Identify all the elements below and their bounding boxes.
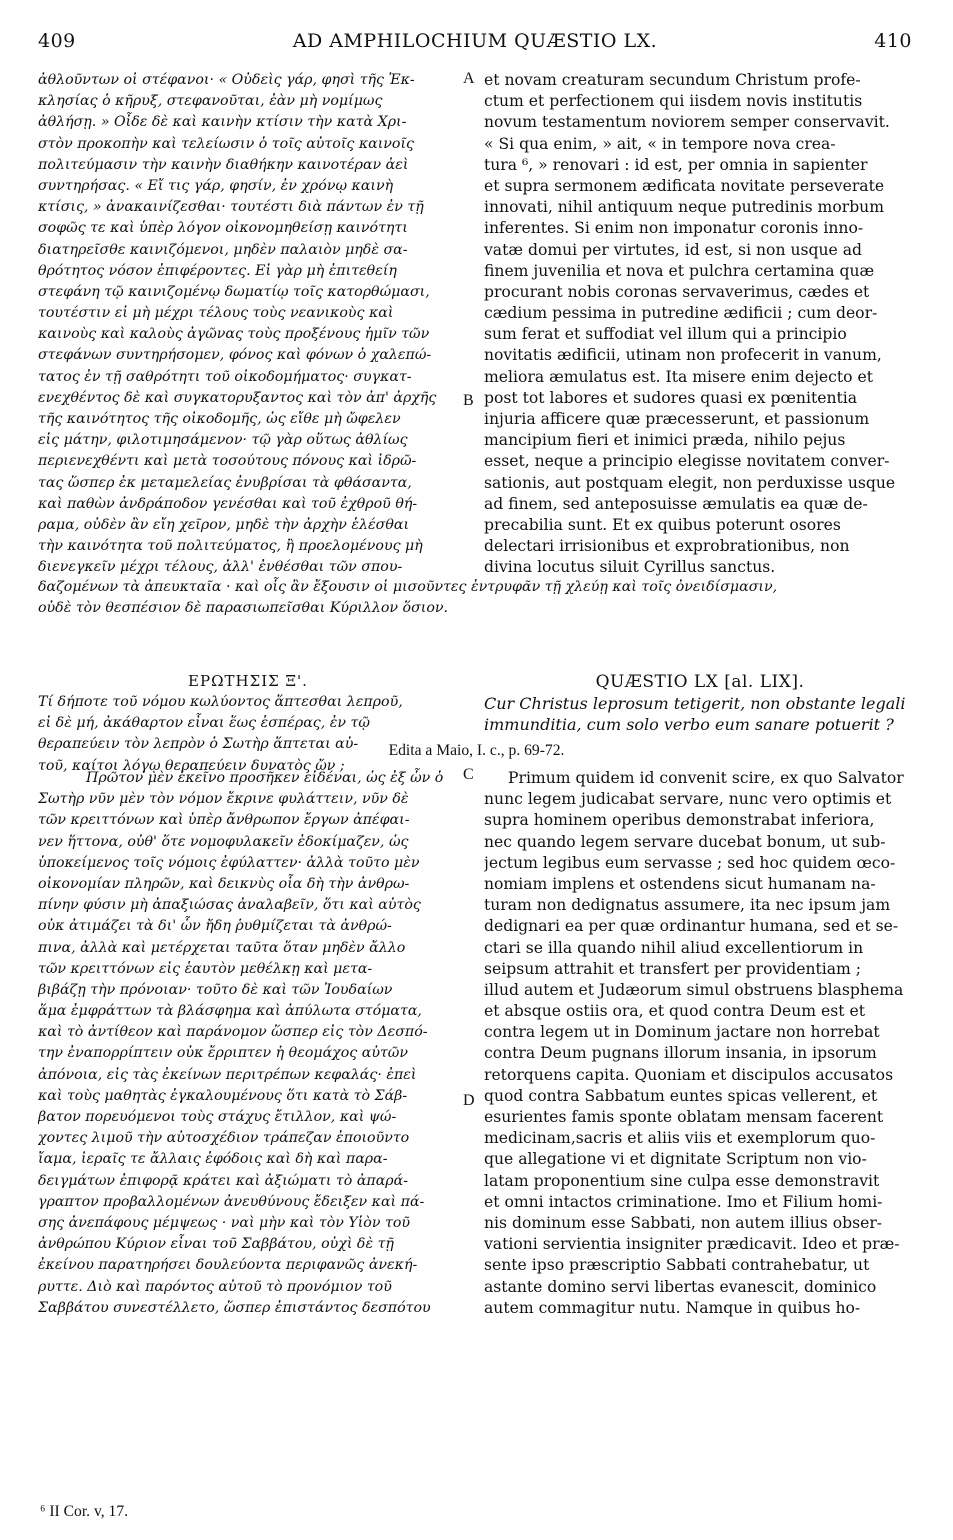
page-number-left: 409 bbox=[38, 30, 76, 52]
text-line: Primum quidem id convenit scire, ex quo Salvator bbox=[508, 769, 904, 787]
text-line: διατηρεῖσθε καινιζόμενοι, μηδὲν παλαιὸν μηδὲ σα- bbox=[38, 241, 408, 258]
text-line: ενεχθέντος δὲ καὶ συγκατορυξαντος καὶ τὸν ἀπ' ἀρχῆς bbox=[38, 389, 437, 406]
text-line: οὐκ ἀτιμάζει τὰ δι' ὧν ἤδη ῥυθμίζεται τὰ ἀνθρώ- bbox=[38, 918, 392, 935]
text-line: σης ἀνεπάφους μέμψεως · ναὶ μὴν καὶ τὸν Υἱὸν τοῦ bbox=[38, 1214, 410, 1231]
greek-question bbox=[38, 692, 458, 777]
text-line: tura ⁶, » renovari : id est, per omnia in sapienter bbox=[484, 155, 868, 174]
text-line: et supra sermonem ædificata novitate perseverate bbox=[484, 176, 885, 195]
margin-marker-b: B bbox=[463, 392, 474, 409]
text-line: esset, neque a principio elegisse novitatem conver- bbox=[484, 452, 890, 471]
text-line: ὑποκείμενος τοῖς νόμοις ἐφύλαττεν· ἀλλὰ τοῦτο μὲν bbox=[38, 854, 420, 871]
text-line: et omni intactos criminatione. Imo et Filium homi- bbox=[484, 1192, 883, 1211]
text-line: inferentes. Si enim non imponatur coronis inno- bbox=[484, 219, 864, 238]
margin-marker-c: C bbox=[463, 766, 474, 783]
text-line: εἰς μάτην, φιλοτιμησάμενον· τῷ γὰρ οὕτως ἀθλίως bbox=[38, 432, 408, 449]
text-line: βιβάζῃ τὴν πρόνοιαν· τοῦτο δὲ καὶ τῶν Ἰουδαίων bbox=[38, 981, 393, 998]
text-line: novum testamentum noviorem semper conservavit. bbox=[484, 113, 890, 132]
text-line: Cur Christus leprosum tetigerit, non obstante legali bbox=[484, 694, 906, 713]
latin-section-title: QUÆSTIO LX [al. LIX]. bbox=[595, 672, 805, 692]
text-line: νεν ἥττονα, οὐθ' ὅτε νομοφυλακεῖν ἐδοκίμαζεν, ὡς bbox=[38, 833, 409, 850]
text-line: turam non dedignatus assumere, ita nec ipsum jam bbox=[484, 896, 891, 915]
greek-full-width-line: δαζομένων τὰ ἀπευκταῖα · καὶ οἷς ἂν ἔξουσιν οἱ μισοῦντες ἐντρυφᾶν τῇ χλεύῃ καὶ τοῖς ὀνειδίσμασιν, bbox=[38, 579, 778, 595]
text-line: βατον πορευόμενοι τοὺς στάχυς ἔτιλλον, καὶ ψώ- bbox=[38, 1109, 397, 1125]
latin-column-bottom bbox=[484, 768, 916, 1319]
text-line: Τί δήποτε τοῦ νόμου κωλύοντος ἅπτεσθαι λεπροῦ, bbox=[38, 694, 403, 710]
text-line: novitatis ædificii, utinam non profecerit in vanum, bbox=[484, 346, 882, 365]
text-line: τῆς καινότητος τῆς οἰκοδομῆς, ὡς εἴθε μὴ ὤφελεν bbox=[38, 411, 401, 427]
text-line: immunditia, cum solo verbo eum sanare potuerit ? bbox=[484, 715, 894, 735]
text-line: στεφάνων συντηρήσομεν, φόνος καὶ φόνων ὁ χαλεπώ- bbox=[38, 347, 432, 364]
text-line: injuria afficere quæ præcesserunt, et passionum bbox=[484, 410, 870, 428]
footnote: ⁶ II Cor. v, 17. bbox=[40, 1503, 129, 1520]
text-line: astante domino servi libertas evanescit, dominico bbox=[484, 1277, 877, 1296]
greek-column-top bbox=[38, 70, 458, 579]
text-line: precabilia sunt. Et ex quibus poterunt osores bbox=[484, 515, 841, 534]
text-line: retorquens capita. Quoniam et discipulos accusatos bbox=[484, 1065, 894, 1084]
text-line: τὴν καινότητα τοῦ πολιτεύματος, ἢ προελομένους μὴ bbox=[38, 538, 423, 555]
text-line: πολιτεύμασιν τὴν καινὴν διαθήκην καινοτέραν ἀεὶ bbox=[38, 156, 409, 173]
text-line: γραπτον προβαλλομένων ἀνευθύνους ἔδειξεν καὶ πά- bbox=[38, 1193, 425, 1210]
text-line: στεφάνη τῷ καινιζομένῳ δωματίῳ τοῖς κατορθώμασι, bbox=[38, 283, 430, 300]
text-line: « Si qua enim, » ait, « in tempore nova crea- bbox=[484, 134, 836, 153]
text-line: jectum legibus eum servasse ; sed hoc quidem œco- bbox=[484, 853, 896, 872]
running-title: AD AMPHILOCHIUM QUÆSTIO LX. bbox=[292, 30, 658, 52]
text-line: nec quando legem servare ducebat bonum, ut sub- bbox=[484, 832, 886, 851]
text-line: τῶν κρειττόνων καὶ ὑπὲρ ἄνθρωπον ἔργων ἀπέφαι- bbox=[38, 812, 410, 829]
text-line: τῶν κρειττόνων εἰς ἑαυτὸν μεθέλκῃ καὶ μετα- bbox=[38, 960, 373, 977]
text-line: finem juvenilia et nova et pulchra certamina quæ bbox=[484, 261, 875, 280]
text-line: divina locutus siluit Cyrillus sanctus. bbox=[484, 558, 776, 577]
text-line: σοφῶς τε καὶ ὑπὲρ λόγον οἰκονομηθείσῃ καινότητι bbox=[38, 220, 408, 237]
latin-question bbox=[484, 693, 916, 735]
text-line: στὸν προκοπὴν καὶ τελείωσιν ὁ τοῖς αὐτοῖς καινοῖς bbox=[38, 135, 414, 152]
greek-section-title: ΕΡΩΤΗΣΙΣ Ξ'. bbox=[188, 672, 308, 690]
text-line: contra Deum pugnans illorum insania, in ipsorum bbox=[484, 1044, 877, 1063]
text-line: meliora æmulatus est. Ita misere enim dejecto et bbox=[484, 367, 873, 386]
text-line: ἴαμα, ἱεραῖς τε ἄλλαις ἐφόδοις καὶ δὴ καὶ παρα- bbox=[38, 1151, 388, 1168]
text-line: τας ὥσπερ ἐκ μεταμελείας ἐνυβρίσαι τὰ φθάσαντα, bbox=[38, 474, 412, 491]
text-line: τουτέστιν εἰ μὴ μέχρι τέλους τοὺς νεανικοὺς καὶ bbox=[38, 305, 394, 322]
text-line: cædium pessima in putredine ædificii ; cum deor- bbox=[484, 304, 878, 323]
text-line: πινα, ἀλλὰ καὶ μετέρχεται ταῦτα ὅταν μηδὲν ἄλλο bbox=[38, 939, 406, 956]
margin-marker-a: A bbox=[463, 70, 475, 87]
text-line: que allegatione vi et dignitate Scriptum non vio- bbox=[484, 1150, 867, 1169]
text-line: τοῦ, καίτοι λόγῳ θεραπεύειν δυνατὸς ὤν ; bbox=[38, 757, 345, 774]
text-line: sum ferat et suffodiat vel illum qui a principio bbox=[484, 325, 847, 344]
text-line: Σωτὴρ νῦν μὲν τὸν νόμον ἔκρινε φυλάττειν, νῦν δὲ bbox=[38, 791, 409, 808]
text-line: εἰ δὲ μή, ἀκάθαρτον εἶναι ἕως ἑσπέρας, ἐν τῷ bbox=[38, 715, 370, 732]
text-line: quod contra Sabbatum euntes spicas vellerent, et bbox=[484, 1086, 878, 1105]
text-line: delectari irrisionibus et exprobrationibus, non bbox=[484, 537, 850, 556]
text-line: κλησίας ὁ κῆρυξ, στεφανοῦται, ἐὰν μὴ νομίμως bbox=[38, 93, 383, 110]
text-line: περιενεχθέντι καὶ μετὰ τοσούτους πόνους καὶ ἱδρῶ- bbox=[38, 453, 417, 470]
running-header bbox=[38, 30, 912, 60]
text-line: οἰκονομίαν πληρῶν, καὶ δεικνὺς οἷα δὴ τὴν ἀνθρω- bbox=[38, 875, 410, 892]
text-line: καινοὺς καὶ καλοὺς ἀγῶνας τοὺς προξένους ἡμῖν τῶν bbox=[38, 326, 430, 343]
text-line: sente ipso præscriptio Sabbati contrahebatur, ut bbox=[484, 1256, 870, 1275]
text-line: ἀθλήσῃ. » Οἶδε δὲ καὶ καινὴν κτίσιν τὴν κατὰ Χρι- bbox=[38, 114, 407, 131]
text-line: Πρῶτον μὲν ἐκεῖνο προσῆκεν εἰδέναι, ὡς ἐξ ὧν ὁ bbox=[86, 770, 444, 786]
text-line: seipsum attrahit et transfert per providentiam ; bbox=[484, 959, 862, 978]
edition-note: Edita a Maio, I. c., p. 69-72. bbox=[388, 742, 565, 759]
margin-marker-d: D bbox=[463, 1092, 475, 1109]
text-line: autem commagitur nutu. Namque in quibus ho- bbox=[484, 1298, 861, 1317]
text-line: διενεγκεῖν μέχρι τέλους, ἀλλ' ἐνθέσθαι τῶν σπου- bbox=[38, 559, 403, 576]
text-line: medicinam,sacris et aliis viis et exemplorum quo- bbox=[484, 1129, 876, 1148]
text-line: sationis, aut postquam elegit, non perduxisse usque bbox=[484, 473, 896, 492]
text-line: καὶ τὸ ἀντίθεον καὶ παράνομον ὥσπερ εἰς τὸν Δεσπό- bbox=[38, 1024, 428, 1041]
text-line: esurientes famis sponte oblatam mensam facerent bbox=[484, 1108, 884, 1126]
text-line: vationi servientia insigniter prædicavit. Ideo et præ- bbox=[484, 1235, 900, 1254]
text-line: ἅμα ἐμφράττων τὰ βλάσφημα καὶ ἀπύλωτα στόματα, bbox=[38, 1003, 422, 1020]
text-line: θεραπεύειν τὸν λεπρὸν ὁ Σωτὴρ ἅπτεται αὐ- bbox=[38, 736, 359, 753]
text-line: et absque ostiis ora, et quod contra Deum est et bbox=[484, 1002, 865, 1021]
text-line: την ἐναπορρίπτειν οὐκ ἔρριπτεν ἡ θεομάχος αὐτῶν bbox=[38, 1045, 409, 1062]
text-line: nunc legem judicabat servare, nunc vero optimis et bbox=[484, 790, 892, 809]
text-line: χοντες λιμοῦ τὴν αὐτοσχέδιον τράπεζαν ἐποιοῦντο bbox=[38, 1130, 410, 1147]
greek-closing-line: οὐδὲ τὸν θεσπέσιον δὲ παρασιωπεῖσθαι Κύριλλον ὅσιον. bbox=[38, 600, 448, 616]
text-line: mancipium fieri et inimici præda, nihilo pejus bbox=[484, 431, 846, 450]
text-line: καὶ τοὺς μαθητὰς ἐγκαλουμένους ὅτι κατὰ τὸ Σάβ- bbox=[38, 1087, 408, 1104]
text-line: post tot labores et sudores quasi ex pœnitentia bbox=[484, 388, 858, 407]
text-line: ρυττε. Διὸ καὶ παρόντος αὐτοῦ τὸ προνόμιον τοῦ bbox=[38, 1278, 392, 1295]
text-line: καὶ παθὼν ἀνδράποδον γενέσθαι καὶ τοῦ ἐχθροῦ θή- bbox=[38, 495, 418, 512]
text-line: ἀθλοῦντων οἱ στέφανοι· « Οὐδεὶς γάρ, φησὶ τῆς Ἐκ- bbox=[38, 72, 415, 88]
text-line: supra hominem operibus demonstrabat inferiora, bbox=[484, 811, 875, 830]
text-line: ctum et perfectionem qui iisdem novis institutis bbox=[484, 92, 863, 111]
text-line: et novam creaturam secundum Christum profe- bbox=[484, 71, 861, 89]
text-line: κτίσις, » ἀνακαινίζεσθαι· τουτέστι διὰ πάντων ἐν τῇ bbox=[38, 199, 424, 216]
text-line: ἐκείνου παρατηρήσει δουλεύοντα περιφανῶς ἀνεκή- bbox=[38, 1257, 418, 1274]
text-line: ad finem, sed anteposuisse æmulatis ea quæ de- bbox=[484, 494, 868, 513]
text-line: ctari se illa quando nihil aliud excellentiorum in bbox=[484, 938, 864, 957]
text-line: nis dominum esse Sabbati, non autem illius obser- bbox=[484, 1213, 883, 1232]
text-line: vatæ domui per virtutes, id est, si non usque ad bbox=[484, 240, 862, 259]
text-line: nomiam implens et ostendens sicut humanam na- bbox=[484, 874, 876, 893]
text-line: illud autem et Judæorum simul obstruens blasphema bbox=[484, 980, 904, 999]
text-line: συντηρήσας. « Εἴ τις γάρ, φησίν, ἐν χρόνῳ καινὴ bbox=[38, 177, 394, 194]
page-number-right: 410 bbox=[874, 30, 912, 52]
text-line: contra legem ut in Dominum jactare non horrebat bbox=[484, 1023, 880, 1042]
text-line: πίνην φύσιν μὴ ἀπαξιώσας ἀναλαβεῖν, ὅτι καὶ αὐτὸς bbox=[38, 897, 421, 914]
text-line: ἀνθρώπου Κύριον εἶναι τοῦ Σαββάτου, οὐχὶ δὲ τῇ bbox=[38, 1236, 394, 1253]
text-line: θρότητος νόσον ἐπιφέροντες. Εἰ γὰρ μὴ ἐπιτεθείη bbox=[38, 262, 397, 279]
text-line: Σαββάτου συνεστέλλετο, ὥσπερ ἐπιστάντος δεσπότου bbox=[38, 1299, 431, 1316]
greek-column-bottom bbox=[38, 768, 458, 1319]
text-line: latam proponentium sine culpa esse demonstravit bbox=[484, 1171, 880, 1190]
text-line: δειγμάτων ἐπιφορᾷ κράτει καὶ ἀξιώματι τὸ ἀπαρά- bbox=[38, 1172, 409, 1189]
text-line: innovati, nihil antiquum neque putredinis morbum bbox=[484, 198, 885, 217]
text-line: ραμα, οὐδὲν ἂν εἴη χεῖρον, μηδὲ τὴν ἀρχὴν ἑλέσθαι bbox=[38, 516, 410, 533]
text-line: ἀπόνοια, εἰς τὰς ἐκείνων περιτρέπων κεφαλάς· ἐπεὶ bbox=[38, 1066, 417, 1083]
text-line: τατος ἐν τῇ σαθρότητι τοῦ οἰκοδομήματος· συγκατ- bbox=[38, 368, 412, 385]
text-line: procurant nobis coronas servaverimus, cædes et bbox=[484, 282, 870, 301]
text-line: dedignari ea per quæ ordinantur humana, sed et se- bbox=[484, 917, 899, 936]
latin-column-top bbox=[484, 70, 916, 579]
